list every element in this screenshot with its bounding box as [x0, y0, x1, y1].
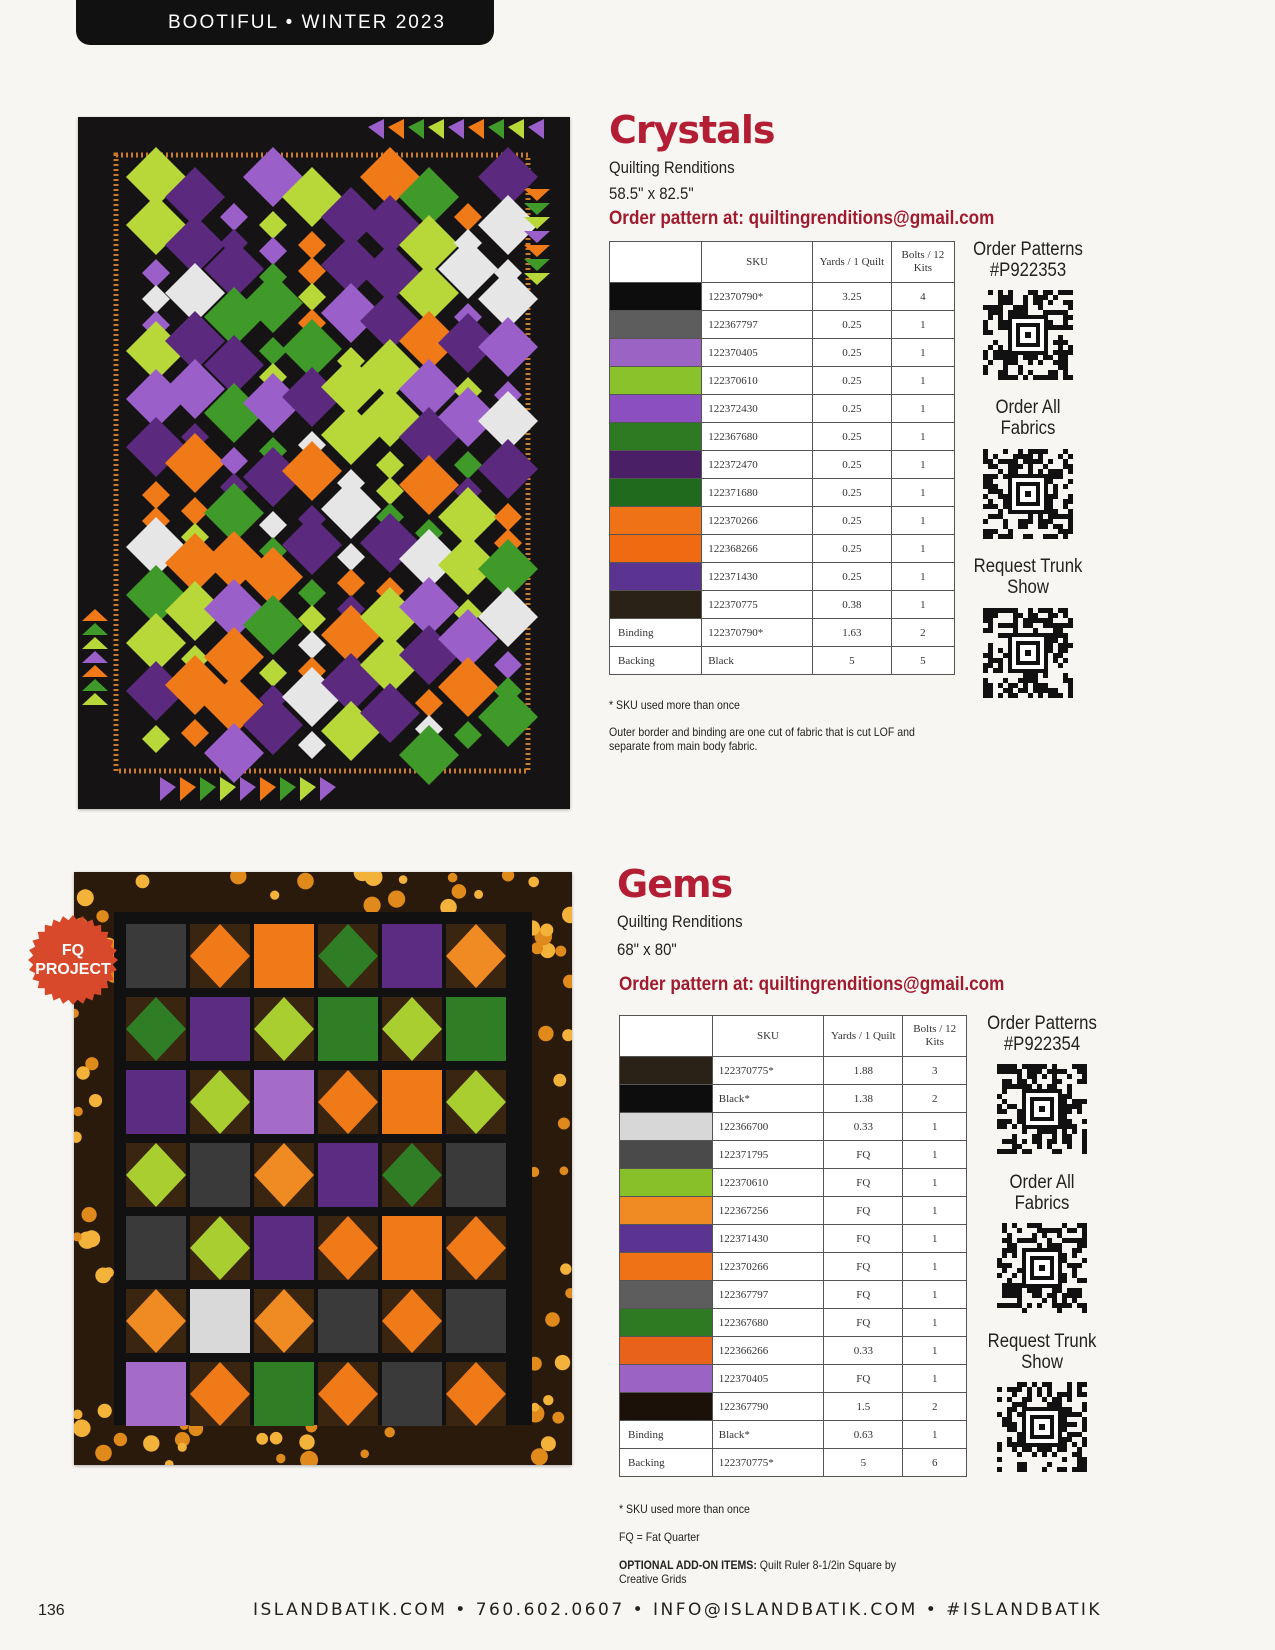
fabric-bolts: 1 [891, 311, 954, 339]
row-label: Backing [620, 1449, 713, 1477]
fabric-row [620, 1169, 967, 1197]
fabric-yards: 0.25 [813, 367, 892, 395]
crystals-title: Crystals [609, 108, 775, 152]
fabric-row [610, 563, 955, 591]
fabric-swatch [620, 1365, 713, 1393]
fabric-swatch [610, 367, 702, 395]
fabric-swatch [620, 1141, 713, 1169]
page-number: 136 [38, 1602, 65, 1619]
fabric-yards: 1.63 [813, 619, 892, 647]
fabric-swatch [610, 479, 702, 507]
swatch-header [620, 1016, 713, 1057]
crystals-note-sku: * SKU used more than once [609, 698, 740, 712]
fabric-sku: 122371430 [712, 1225, 823, 1253]
fabric-yards: FQ [824, 1225, 903, 1253]
sku-header: SKU [702, 242, 813, 283]
fabric-bolts: 1 [903, 1169, 967, 1197]
bolts-header: Bolts / 12 Kits [903, 1016, 967, 1057]
fabric-sku: 122367256 [712, 1197, 823, 1225]
fabric-sku: 122370775 [702, 591, 813, 619]
sku-header: SKU [712, 1016, 823, 1057]
fabric-sku: 122371680 [702, 479, 813, 507]
fabric-swatch [620, 1085, 713, 1113]
crystals-qr-fabrics[interactable] [983, 449, 1073, 539]
fabric-bolts: 1 [903, 1309, 967, 1337]
fabric-yards: 5 [813, 647, 892, 675]
fabric-bolts: 1 [903, 1337, 967, 1365]
fabric-yards: 1.38 [824, 1085, 903, 1113]
fabric-bolts: 1 [891, 423, 954, 451]
fabric-swatch [620, 1197, 713, 1225]
fabric-swatch [620, 1253, 713, 1281]
fabric-yards: 0.33 [824, 1337, 903, 1365]
fabric-sku: 122366700 [712, 1113, 823, 1141]
fabric-yards: 3.25 [813, 283, 892, 311]
fabric-sku: 122370405 [702, 339, 813, 367]
fabric-bolts: 2 [903, 1085, 967, 1113]
fabric-row-backing [620, 1449, 967, 1477]
swatch-header [610, 242, 702, 283]
fabric-yards: FQ [824, 1281, 903, 1309]
fabric-row-binding [610, 619, 955, 647]
fabric-row [620, 1197, 967, 1225]
header-tab [76, 0, 494, 45]
fabric-sku: 122370775* [712, 1057, 823, 1085]
row-label: Binding [620, 1421, 713, 1449]
fabric-yards: 1.88 [824, 1057, 903, 1085]
gems-quilt-image [74, 872, 572, 1465]
row-label: Backing [610, 647, 702, 675]
crystals-size: 58.5" x 82.5" [609, 184, 694, 203]
fabric-row [620, 1309, 967, 1337]
crystals-qr-trunk[interactable] [983, 608, 1073, 698]
fabric-swatch [610, 339, 702, 367]
crystals-fabric-table [609, 241, 955, 675]
fabric-row [620, 1057, 967, 1085]
fabric-sku: 122370775* [712, 1449, 823, 1477]
gems-qr-trunk-label: Request Trunk Show [987, 1331, 1097, 1373]
fabric-yards: 0.33 [824, 1113, 903, 1141]
fabric-sku: 122367680 [712, 1309, 823, 1337]
fabric-swatch [620, 1309, 713, 1337]
fabric-sku: 122370405 [712, 1365, 823, 1393]
gems-note-fq: FQ = Fat Quarter [619, 1530, 700, 1544]
fabric-row-backing [610, 647, 955, 675]
fabric-swatch [610, 591, 702, 619]
fabric-swatch [610, 535, 702, 563]
fabric-row [610, 339, 955, 367]
crystals-quilt-image [78, 117, 570, 809]
fabric-bolts: 2 [891, 619, 954, 647]
fabric-row [610, 311, 955, 339]
fabric-sku: 122371795 [712, 1141, 823, 1169]
fabric-yards: 0.25 [813, 395, 892, 423]
gems-qr-fabrics-label: Order All Fabrics [1009, 1172, 1075, 1214]
gems-note-addon: OPTIONAL ADD-ON ITEMS: Quilt Ruler 8-1/2in Square by Creative Grids [619, 1558, 896, 1586]
fabric-bolts: 4 [891, 283, 954, 311]
fabric-row [620, 1337, 967, 1365]
gems-order-link[interactable]: Order pattern at: quiltingrenditions@gmail.com [619, 974, 1005, 995]
fabric-swatch [610, 395, 702, 423]
yards-header: Yards / 1 Quilt [824, 1016, 903, 1057]
fabric-sku: 122367797 [702, 311, 813, 339]
fabric-swatch [610, 451, 702, 479]
fabric-bolts: 1 [891, 339, 954, 367]
fabric-row [620, 1113, 967, 1141]
fabric-sku: 122371430 [702, 563, 813, 591]
fabric-yards: 1.5 [824, 1393, 903, 1421]
fabric-yards: 0.25 [813, 423, 892, 451]
crystals-qr-fabrics-label: Order All Fabrics [995, 397, 1061, 439]
fabric-bolts: 1 [891, 563, 954, 591]
fabric-sku: 122367790 [712, 1393, 823, 1421]
crystals-qr-patterns[interactable] [983, 290, 1073, 380]
fabric-yards: FQ [824, 1141, 903, 1169]
fabric-swatch [610, 423, 702, 451]
fabric-yards: FQ [824, 1309, 903, 1337]
fabric-bolts: 1 [903, 1225, 967, 1253]
footer-contact[interactable]: ISLANDBATIK.COM • 760.602.0607 • INFO@ISLANDBATIK.COM • #ISLANDBATIK [252, 1600, 1103, 1620]
fabric-row [620, 1225, 967, 1253]
fabric-sku: 122367797 [712, 1281, 823, 1309]
fabric-row [610, 423, 955, 451]
fabric-yards: 0.25 [813, 451, 892, 479]
fabric-bolts: 3 [903, 1057, 967, 1085]
fabric-bolts: 1 [903, 1197, 967, 1225]
fabric-yards: FQ [824, 1197, 903, 1225]
fabric-bolts: 1 [891, 507, 954, 535]
fq-project-label: FQ PROJECT [35, 942, 111, 978]
fabric-bolts: 1 [903, 1253, 967, 1281]
fabric-sku: Black [702, 647, 813, 675]
gems-qr-fabrics[interactable] [997, 1223, 1087, 1313]
fabric-bolts: 2 [903, 1393, 967, 1421]
fabric-yards: 5 [824, 1449, 903, 1477]
fabric-sku: 122372430 [702, 395, 813, 423]
fabric-row [610, 535, 955, 563]
gems-qr-patterns-label: Order Patterns #P922354 [987, 1013, 1097, 1055]
gems-note-sku: * SKU used more than once [619, 1502, 750, 1516]
crystals-qr-patterns-label: Order Patterns #P922353 [973, 239, 1083, 281]
fabric-bolts: 1 [903, 1281, 967, 1309]
fabric-yards: 0.25 [813, 563, 892, 591]
fabric-sku: 122372470 [702, 451, 813, 479]
header-label: BOOTIFUL • WINTER 2023 [168, 11, 446, 33]
fabric-row [620, 1085, 967, 1113]
fabric-swatch [620, 1169, 713, 1197]
crystals-qr-trunk-label: Request Trunk Show [973, 556, 1083, 598]
fq-project-badge [28, 915, 118, 1005]
gems-fabric-table [619, 1015, 967, 1477]
fabric-bolts: 1 [891, 591, 954, 619]
fabric-sku: 122366266 [712, 1337, 823, 1365]
bolts-header: Bolts / 12 Kits [891, 242, 954, 283]
fabric-swatch [610, 311, 702, 339]
fabric-yards: 0.25 [813, 479, 892, 507]
fabric-yards: 0.25 [813, 311, 892, 339]
fabric-sku: 122370610 [712, 1169, 823, 1197]
fabric-row [620, 1141, 967, 1169]
fabric-swatch [620, 1225, 713, 1253]
fabric-yards: 0.63 [824, 1421, 903, 1449]
fabric-row [620, 1365, 967, 1393]
fabric-bolts: 5 [891, 647, 954, 675]
fabric-swatch [620, 1337, 713, 1365]
fabric-row [610, 507, 955, 535]
fabric-swatch [620, 1057, 713, 1085]
crystals-order-link[interactable]: Order pattern at: quiltingrenditions@gmail.com [609, 208, 995, 229]
fabric-bolts: 1 [891, 367, 954, 395]
fabric-yards: 0.25 [813, 507, 892, 535]
fabric-bolts: 1 [903, 1113, 967, 1141]
fabric-row [610, 479, 955, 507]
gems-title: Gems [617, 862, 733, 906]
fabric-bolts: 1 [891, 395, 954, 423]
fabric-bolts: 1 [891, 535, 954, 563]
fabric-sku: 122370790* [702, 283, 813, 311]
fabric-sku: 122370790* [702, 619, 813, 647]
fabric-row [620, 1253, 967, 1281]
fabric-swatch [620, 1281, 713, 1309]
crystals-note-border: Outer border and binding are one cut of fabric that is cut LOF and separate from main body fabric. [609, 725, 915, 753]
fabric-sku: 122370610 [702, 367, 813, 395]
fabric-yards: 0.25 [813, 339, 892, 367]
fabric-swatch [620, 1393, 713, 1421]
fabric-bolts: 1 [903, 1141, 967, 1169]
fabric-row [620, 1393, 967, 1421]
fabric-sku: 122370266 [702, 507, 813, 535]
gems-size: 68" x 80" [617, 940, 677, 959]
fabric-yards: 0.25 [813, 535, 892, 563]
gems-qr-trunk[interactable] [997, 1382, 1087, 1472]
gems-designer: Quilting Renditions [617, 912, 743, 931]
fabric-row [610, 395, 955, 423]
fabric-yards: FQ [824, 1169, 903, 1197]
fabric-bolts: 1 [891, 479, 954, 507]
gems-qr-patterns[interactable] [997, 1064, 1087, 1154]
fabric-row [620, 1281, 967, 1309]
fabric-bolts: 1 [891, 451, 954, 479]
fabric-yards: FQ [824, 1253, 903, 1281]
fabric-sku: Black* [712, 1421, 823, 1449]
fabric-sku: 122368266 [702, 535, 813, 563]
fabric-sku: 122367680 [702, 423, 813, 451]
fabric-swatch [620, 1113, 713, 1141]
fabric-row [610, 283, 955, 311]
row-label: Binding [610, 619, 702, 647]
yards-header: Yards / 1 Quilt [813, 242, 892, 283]
fabric-swatch [610, 507, 702, 535]
fabric-row [610, 591, 955, 619]
fabric-yards: FQ [824, 1365, 903, 1393]
fabric-row [610, 451, 955, 479]
fabric-swatch [610, 283, 702, 311]
fabric-sku: 122370266 [712, 1253, 823, 1281]
fabric-bolts: 1 [903, 1421, 967, 1449]
fabric-row [610, 367, 955, 395]
crystals-designer: Quilting Renditions [609, 158, 735, 177]
fabric-row-binding [620, 1421, 967, 1449]
fabric-swatch [610, 563, 702, 591]
fabric-bolts: 1 [903, 1365, 967, 1393]
fabric-bolts: 6 [903, 1449, 967, 1477]
fabric-sku: Black* [712, 1085, 823, 1113]
fabric-yards: 0.38 [813, 591, 892, 619]
